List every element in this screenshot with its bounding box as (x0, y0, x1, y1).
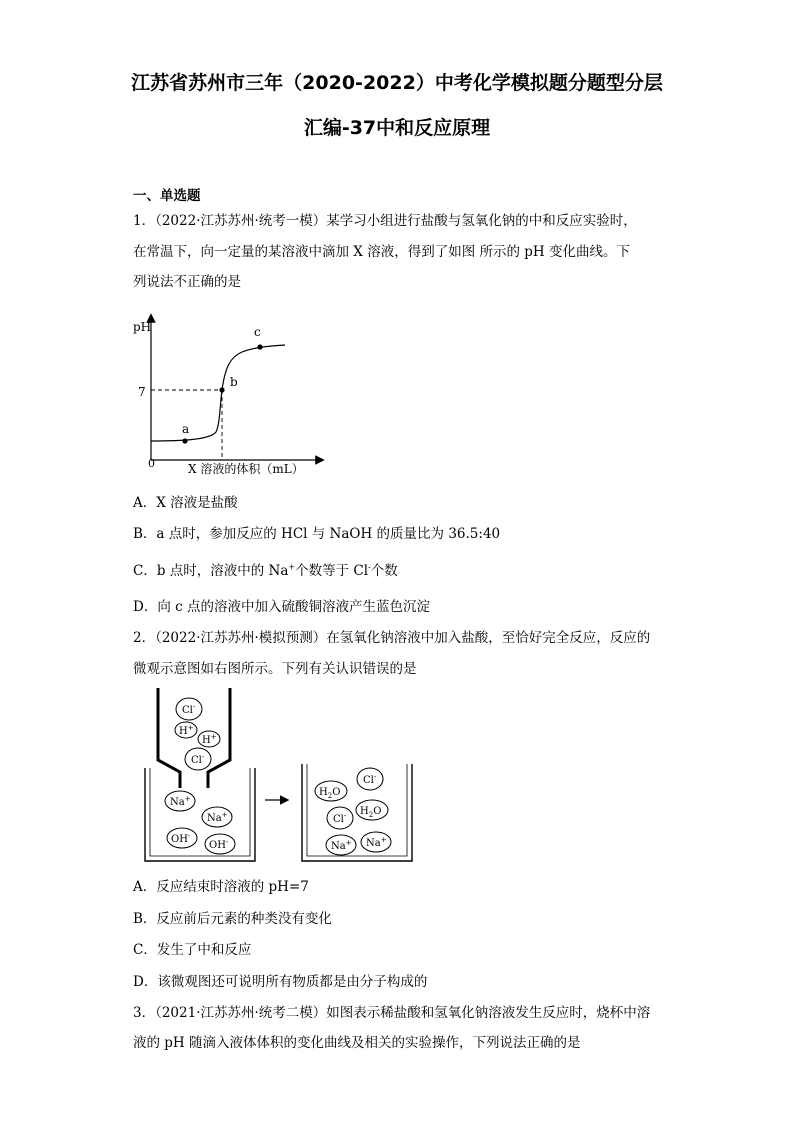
point-a-label: a (182, 422, 190, 436)
ion-cl-after-2 (327, 807, 353, 829)
ion-cl-after-1 (357, 768, 383, 790)
point-c-marker (257, 344, 262, 349)
ion-na-after-2 (361, 832, 391, 852)
q2-stem-line-2: 微观示意图如右图所示。下列有关认识错误的是 (133, 661, 417, 677)
y-tick-7: 7 (138, 385, 146, 399)
point-c-label: c (254, 325, 261, 339)
ion-na-after-1 (326, 835, 356, 855)
ion-na-before-1 (165, 791, 195, 811)
svg-text:Na+: Na+ (366, 836, 387, 849)
origin-label: 0 (148, 457, 155, 470)
point-b-marker (219, 387, 224, 392)
y-axis-label: pH (133, 320, 152, 334)
q3-stem-line-1: 3．（2021·江苏苏州·统考二模）如图表示稀盐酸和氢氧化钠溶液发生反应时，烧杯中溶 (133, 1005, 651, 1021)
ion-h-dropper-2 (198, 731, 220, 747)
svg-text:Na+: Na+ (207, 811, 228, 824)
point-a-marker (182, 438, 187, 443)
q1-option-a: A．X 溶液是盐酸 (133, 495, 238, 511)
q2-option-d: D．该微观图还可说明所有物质都是由分子构成的 (133, 974, 428, 990)
svg-text:Cl-: Cl- (333, 812, 347, 825)
beaker-before (145, 768, 255, 861)
ion-oh-before-2 (205, 834, 235, 854)
q1-stem-line-3: 列说法不正确的是 (133, 274, 241, 290)
q1-option-c: C．b 点时，溶液中的 Na+个数等于 Cl-个数 (133, 562, 398, 579)
section-heading: 一、单选题 (133, 188, 201, 204)
q1-stem-line-2: 在常温下，向一定量的某溶液中滴加 X 溶液，得到了如图 所示的 pH 变化曲线。下 (133, 244, 630, 260)
q1-option-b: B．a 点时，参加反应的 HCl 与 NaOH 的质量比为 36.5:40 (133, 526, 501, 542)
svg-text:H+: H+ (202, 733, 217, 746)
q2-option-a: A．反应结束时溶液的 pH=7 (133, 879, 309, 895)
ion-oh-before-1 (167, 828, 197, 848)
svg-text:Cl-: Cl- (363, 773, 377, 786)
x-axis-label: X 溶液的体积（mL） (188, 462, 304, 476)
q1-option-d: D．向 c 点的溶液中加入硫酸铜溶液产生蓝色沉淀 (133, 599, 430, 615)
q2-neutralization-micro-diagram (140, 688, 420, 866)
q2-stem-line-1: 2．（2022·江苏苏州·模拟预测）在氢氧化钠溶液中加入盐酸，至恰好完全反应，反应的 (133, 630, 651, 646)
ion-cl-dropper-1 (176, 698, 202, 720)
molecule-h2o-after-1 (315, 781, 347, 801)
q2-option-b: B．反应前后元素的种类没有变化 (133, 911, 332, 927)
q3-stem-line-2: 液的 pH 随滴入液体体积的变化曲线及相关的实验操作，下列说法正确的是 (133, 1035, 581, 1051)
q1-stem-line-1: 1．（2022·江苏苏州·统考一模）某学习小组进行盐酸与氢氧化钠的中和反应实验时， (133, 213, 637, 229)
svg-text:Na+: Na+ (170, 795, 191, 808)
molecule-h2o-after-2 (356, 800, 388, 820)
svg-text:H2O: $H_2O$ (360, 806, 382, 819)
svg-text:Cl-: Cl- (191, 753, 205, 766)
ion-cl-dropper-2 (185, 748, 211, 770)
svg-text:OH-: OH- (209, 838, 229, 851)
q1-ph-curve-figure (130, 310, 330, 482)
svg-text:Na+: Na+ (331, 839, 352, 852)
document-title-line-2: 汇编-37中和反应原理 (303, 117, 491, 139)
q2-option-c: C．发生了中和反应 (133, 942, 252, 958)
svg-text:H+: H+ (179, 724, 194, 737)
ion-na-before-2 (202, 807, 232, 827)
svg-text:OH-: OH- (171, 832, 191, 845)
document-title-line-1: 江苏省苏州市三年（2020-2022）中考化学模拟题分题型分层 (131, 72, 663, 94)
ion-h-dropper-1 (175, 722, 197, 738)
point-b-label: b (230, 375, 238, 389)
svg-text:H2O: $H_2O$ (319, 787, 341, 800)
ph-curve (151, 345, 285, 441)
svg-text:Cl-: Cl- (182, 703, 196, 716)
